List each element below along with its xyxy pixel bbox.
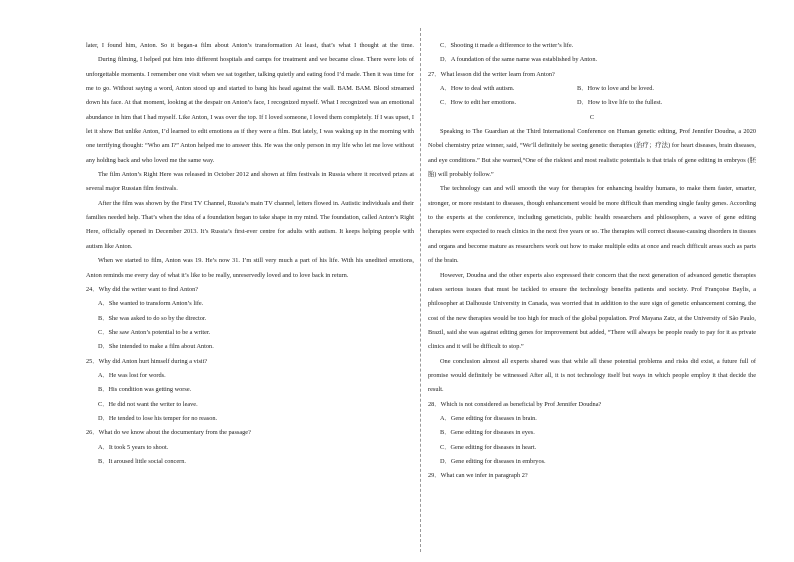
passage-paragraph: After the film was shown by the First TV Channel, Russia’s main TV channel, letters flowed in. Autistic individuals and their families needed help. That’s when the idea of a foundation began to take shape in my mind. The foundation, called Anton’s Right Here, officially opened in December 2013. It’s Russia’s first-ever centre for adults with autism. It keeps helping people with autism like Anton.	[86, 199, 414, 250]
passage-paragraph: later, I found him, Anton. So it began-a film about Anton’s transformation At least, that’s what I thought at the time.	[86, 42, 414, 49]
option-25-a[interactable]: A．He was lost for words.	[98, 371, 166, 379]
passage-paragraph: One conclusion almost all experts shared was that while all these potential problems and risks did exist, a future full of promise would definitely be witnessed After all, it is not technology itself but ways in which people employ it that decide the result.	[428, 357, 756, 394]
option-27-b[interactable]: B．How to love and be loved.	[577, 85, 654, 93]
option-28-c[interactable]: C．Gene editing for diseases in heart.	[440, 443, 537, 451]
question-29: 29．What can we infer in paragraph 2?	[428, 472, 528, 480]
option-24-a[interactable]: A．She wanted to transform Anton’s life.	[98, 300, 204, 308]
option-28-b[interactable]: B．Gene editing for diseases in eyes.	[440, 429, 535, 437]
option-24-d[interactable]: D．She intended to make a film about Anton.	[98, 343, 214, 351]
question-25: 25．Why did Anton hurt himself during a visit?	[86, 357, 208, 365]
option-26-b[interactable]: B．It aroused little social concern.	[98, 457, 186, 465]
option-25-c[interactable]: C．He did not want the writer to leave.	[98, 400, 198, 408]
option-27-c[interactable]: C．How to edit her emotions.	[440, 99, 517, 107]
option-25-b[interactable]: B．His condition was getting worse.	[98, 386, 192, 394]
passage-paragraph: However, Doudna and the other experts also expressed their concern that the next generation of advanced genetic therapies raises serious issues that must be tackled to ensure the technology benefits patients and society. Prof Françoise Baylis, a philosopher at Dalhousie University in Canada, was worried that in addition to the sure sign of genetic enhancement coming, the cost of the new therapies would be too high for much of the global population. Prof Mayana Zatz, at the University of São Paulo, Brazil, said she was against editing genes for improvement but added, “There will always be people ready to pay for it as private clinics and it will be difficult to stop.”	[428, 271, 756, 351]
option-26-c[interactable]: C．Shooting it made a difference to the writer’s life.	[440, 42, 574, 49]
option-28-a[interactable]: A．Gene editing for diseases in brain.	[440, 414, 537, 422]
option-26-d[interactable]: D．A foundation of the same name was established by Anton.	[440, 56, 598, 64]
option-26-a[interactable]: A．It took 5 years to shoot.	[98, 443, 169, 451]
option-24-c[interactable]: C．She saw Anton’s potential to be a writer.	[98, 328, 211, 336]
right-column	[428, 39, 756, 484]
passage-paragraph: When we started to film, Anton was 19. He’s now 31. I’m still very much a part of his life. With his unedited emotions, Anton reminds me every day of what it’s like to be really, unreservedly loved and to love back in return.	[86, 257, 414, 279]
option-28-d[interactable]: D．Gene editing for diseases in embryos.	[440, 457, 546, 465]
question-28: 28．Which is not considered as beneficial by Prof Jennifer Doudna?	[428, 400, 602, 408]
left-column	[86, 39, 414, 469]
option-27-a[interactable]: A．How to deal with autism.	[440, 85, 515, 93]
question-27: 27．What lesson did the writer learn from Anton?	[428, 70, 555, 78]
section-heading: C	[589, 113, 595, 121]
column-divider	[420, 28, 421, 552]
option-24-b[interactable]: B．She was asked to do so by the director.	[98, 314, 207, 322]
question-24: 24．Why did the writer want to find Anton?	[86, 285, 199, 293]
passage-paragraph: Speaking to The Guardian at the Third International Conference on Human genetic editing, Prof Jennifer Doudna, a 2020 Nobel chemistry prize winner, said, “We’ll definitely be seeing genetic therapies (治疗；疗法) for heart diseases, brain diseases, and eye conditions.” But she warned,“One of the riskiest and most realistic potentials is that trials of gene editing in embryos (胚胎) will probably follow.”	[428, 128, 756, 179]
passage-paragraph: The technology can and will smooth the way for therapies for enhancing healthy humans, to make them faster, smarter, stronger, or more resistant to diseases, though enhancement would be more difficult than mending single faulty genes. According to the experts at the conference, including geneticists, public health researchers and philosophers, a wave of gene editing therapies were expected to reach clinics in the next five years or so. The therapies will correct disease-causing disorders in tissues and organs and become mature as researchers work out how to make multiple edits at once and reach difficult areas such as parts of the brain.	[428, 185, 756, 265]
passage-paragraph: The film Anton’s Right Here was released in October 2012 and shown at film festivals in Russia where it received prizes at several major Russian film festivals.	[86, 171, 414, 193]
options-row	[428, 96, 756, 110]
options-row	[428, 82, 756, 96]
option-27-d[interactable]: D．How to live life to the fullest.	[577, 99, 663, 107]
passage-paragraph: During filming, I helped put him into different hospitals and camps for treatment and we became close. There were lots of unforgettable moments. I remember one visit when we sat together, talking quietly and eating food I’d made. Then it was time for me to go. Without saying a word, Anton stood up and started to bang his head against the wall. BAM. BAM. Blood streamed down his face. At that moment, looking at the despair on Anton’s face, I recognized myself. What I recognized was an emotional abundance in him that I had myself. Like Anton, I was over the top. If I loved someone, I loved them completely. If I was upset, I let it show But unlike Anton, I’d learned to edit emotions as if they were a film. But lately, I was waking up in the morning with one terrifying thought: “Who am I?” Anton helped me to answer this. He was the only person in my life who let me love without any holding back and who loved me the same way.	[86, 56, 414, 164]
question-26: 26．What do we know about the documentary from the passage?	[86, 429, 251, 437]
option-25-d[interactable]: D．He tended to lose his temper for no reason.	[98, 414, 218, 422]
